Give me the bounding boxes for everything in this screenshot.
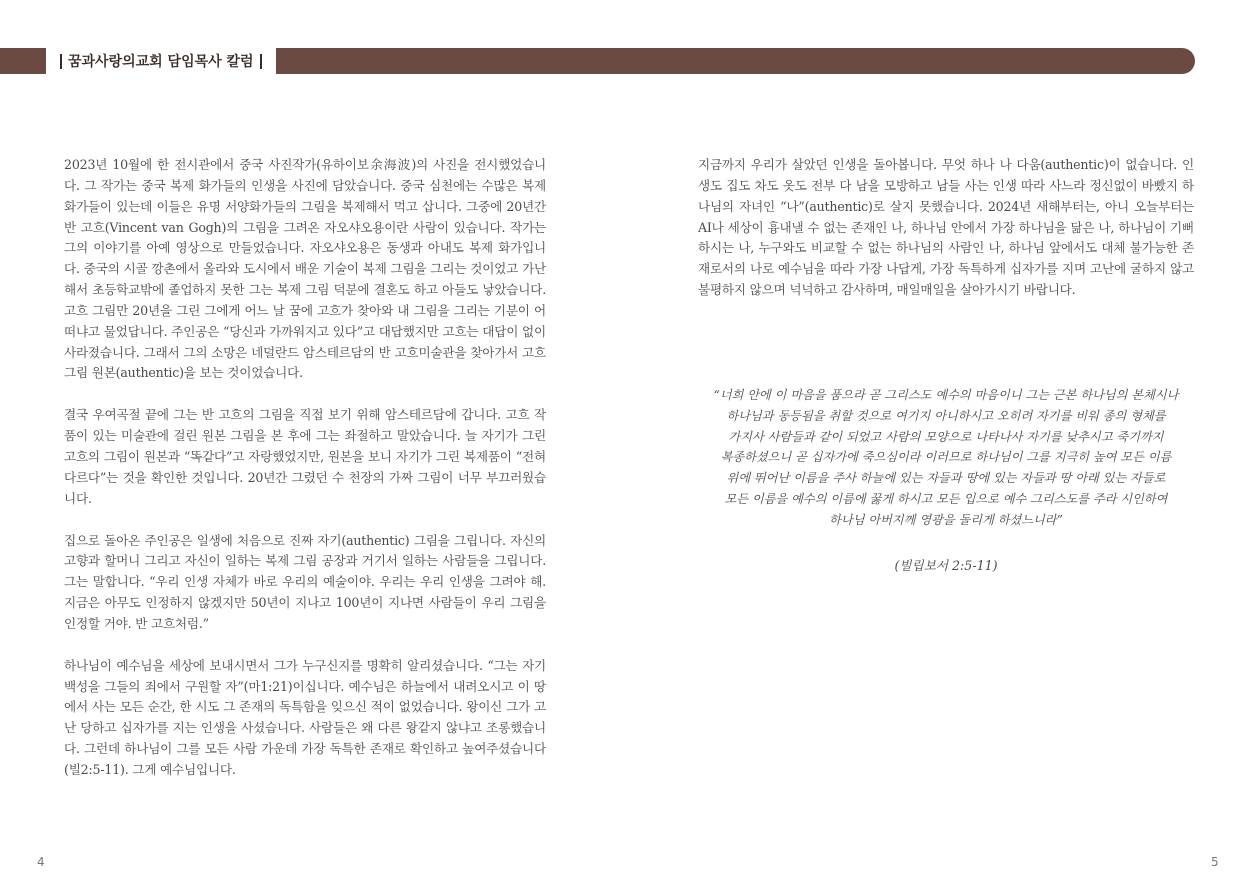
page-number-left: 4 — [37, 855, 45, 869]
column-header — [46, 48, 276, 74]
quote-line: “너희 안에 이 마음을 품으라 곧 그리스도 예수의 마음이니 그는 근본 하나님의 본체시나 — [713, 388, 1179, 402]
quote-line: 가지사 사람들과 같이 되었고 사람의 모양으로 나타나사 자기를 낮추시고 죽기까지 — [728, 429, 1164, 444]
quote-line: 하나님과 동등됨을 취할 것으로 여기지 아니하시고 오히려 자기를 비워 종의 형체를 — [726, 408, 1166, 423]
left-paragraph-2: 결국 우여곡절 끝에 그는 반 고흐의 그림을 직접 보기 위해 암스테르담에 갑니다. 고흐 작품이 있는 미술관에 걸린 원본 그림을 본 후에 그는 좌절하고 말았습니다. 늘 자기가 그린 고흐의 그림이 원본과 “똑같다”고 자랑했었지만, 원본을 보니 자기가 그린 복제품이 “전혀 다르다”는 것을 확인한 것입니다. 20년간 그렸던 수 천장의 가짜 그림이 너무 부끄러웠습니다. — [64, 407, 546, 506]
quote-line: 모든 이름을 예수의 이름에 꿇게 하시고 모든 입으로 예수 그리스도를 주라 시인하여 — [724, 491, 1168, 506]
scripture-reference: (빌립보서 2:5-11) — [894, 558, 998, 573]
header-divider-right — [260, 54, 262, 69]
left-paragraph-1: 2023년 10월에 한 전시관에서 중국 사진작가(유하이보余海波)의 사진을 전시했었습니다. 그 작가는 중국 복제 화가들의 인생을 사진에 담았습니다. 중국 심천에는 수많은 복제 화가들이 있는데 이들은 유명 서양화가들의 그림을 복제해서 먹고 삽니다. 그중에 20년간 반 고흐(Vincent van Gogh)의 그림을 그려온 자오샤오용이란 사람이 있습니다. 작가는 그의 이야기를 아예 영상으로 만들었습니다. 자오샤오용은 동생과 아내도 복제 화가입니다. 중국의 시골 깡촌에서 올라와 도시에서 배운 기술이 복제 그림을 그리는 것이었고 가난해서 초등학교밖에 졸업하지 못한 그는 복제 그림 덕분에 결혼도 하고 아들도 낳았습니다. 고흐 그림만 20년을 그린 그에게 어느 날 꿈에 고흐가 찾아와 내 그림을 그리는 기분이 어떠냐고 물었답니다. 주인공은 “당신과 가까워지고 있다”고 대답했지만 고흐는 대답이 없이 사라졌습니다. 그래서 그의 소망은 네덜란드 암스테르담의 반 고흐미술관을 찾아가서 고흐 그림 원본(authentic)을 보는 것이었습니다. — [64, 157, 546, 381]
right-paragraph-1: 지금까지 우리가 살았던 인생을 돌아봅니다. 무엇 하나 나 다움(authentic)이 없습니다. 인생도 집도 차도 옷도 전부 다 남을 모방하고 남들 사는 인생 따라 사느라 정신없이 바빴지 하나님의 자녀인 “나”(authentic)로 살지 못했습니다. 2024년 새해부터는, 아니 오늘부터는 AI나 세상이 흉내낼 수 없는 존재인 나, 하나님 안에서 가장 하나님을 닮은 나, 하나님이 기뻐하시는 나, 누구와도 비교할 수 없는 하나님의 사람인 나, 하나님 앞에서도 대체 불가능한 존재로서의 나로 예수님을 따라 가장 나답게, 가장 독특하게 십자가를 지며 고난에 굴하지 않고 불평하지 않으며 넉넉하고 감사하며, 매일매일을 살아가시기 바랍니다. — [698, 157, 1194, 298]
quote-line: 위에 뛰어난 이름을 주사 하늘에 있는 자들과 땅에 있는 자들과 땅 아래 있는 자들로 — [726, 471, 1166, 486]
column-title: 꿈과사랑의교회 담임목사 칼럼 — [68, 54, 254, 70]
left-paragraph-4: 하나님이 예수님을 세상에 보내시면서 그가 누구신지를 명확히 알리셨습니다. “그는 자기 백성을 그들의 죄에서 구원할 자”(마1:21)이십니다. 예수님은 하늘에서 내려오시고 이 땅에서 사는 모든 순간, 한 시도 그 존재의 독특함을 잊으신 적이 없었습니다. 왕이신 그가 고난 당하고 십자가를 지는 인생을 사셨습니다. 사람들은 왜 다른 왕같지 않냐고 조롱했습니다. 그런데 하나님이 그를 모든 사람 가운데 가장 독특한 존재로 확인하고 높여주셨습니다(빌2:5-11). 그게 예수님입니다. — [64, 657, 546, 777]
quote-line: 하나님 아버지께 영광을 돌리게 하셨느니라” — [829, 512, 1063, 527]
page-number-right: 5 — [1211, 855, 1219, 869]
left-column — [64, 155, 546, 802]
left-paragraph-3: 집으로 돌아온 주인공은 일생에 처음으로 진짜 자기(authentic) 그림을 그립니다. 자신의 고향과 할머니 그리고 자신이 일하는 복제 그림 공장과 거기서 일하는 사람들을 그립니다. 그는 말합니다. “우리 인생 자체가 바로 우리의 예술이야. 우리는 우리 인생을 그려야 해. 지금은 아무도 인정하지 않겠지만 50년이 지나고 100년이 지나면 사람들이 우리 그림을 인정할 거야. 반 고흐처럼.” — [64, 532, 546, 631]
quote-line: 복종하셨으니 곧 십자가에 죽으심이라 이러므로 하나님이 그를 지극히 높여 모든 이름 — [720, 450, 1172, 465]
right-column — [698, 155, 1194, 322]
scripture-quote — [698, 385, 1194, 531]
header-divider-left — [60, 54, 62, 69]
